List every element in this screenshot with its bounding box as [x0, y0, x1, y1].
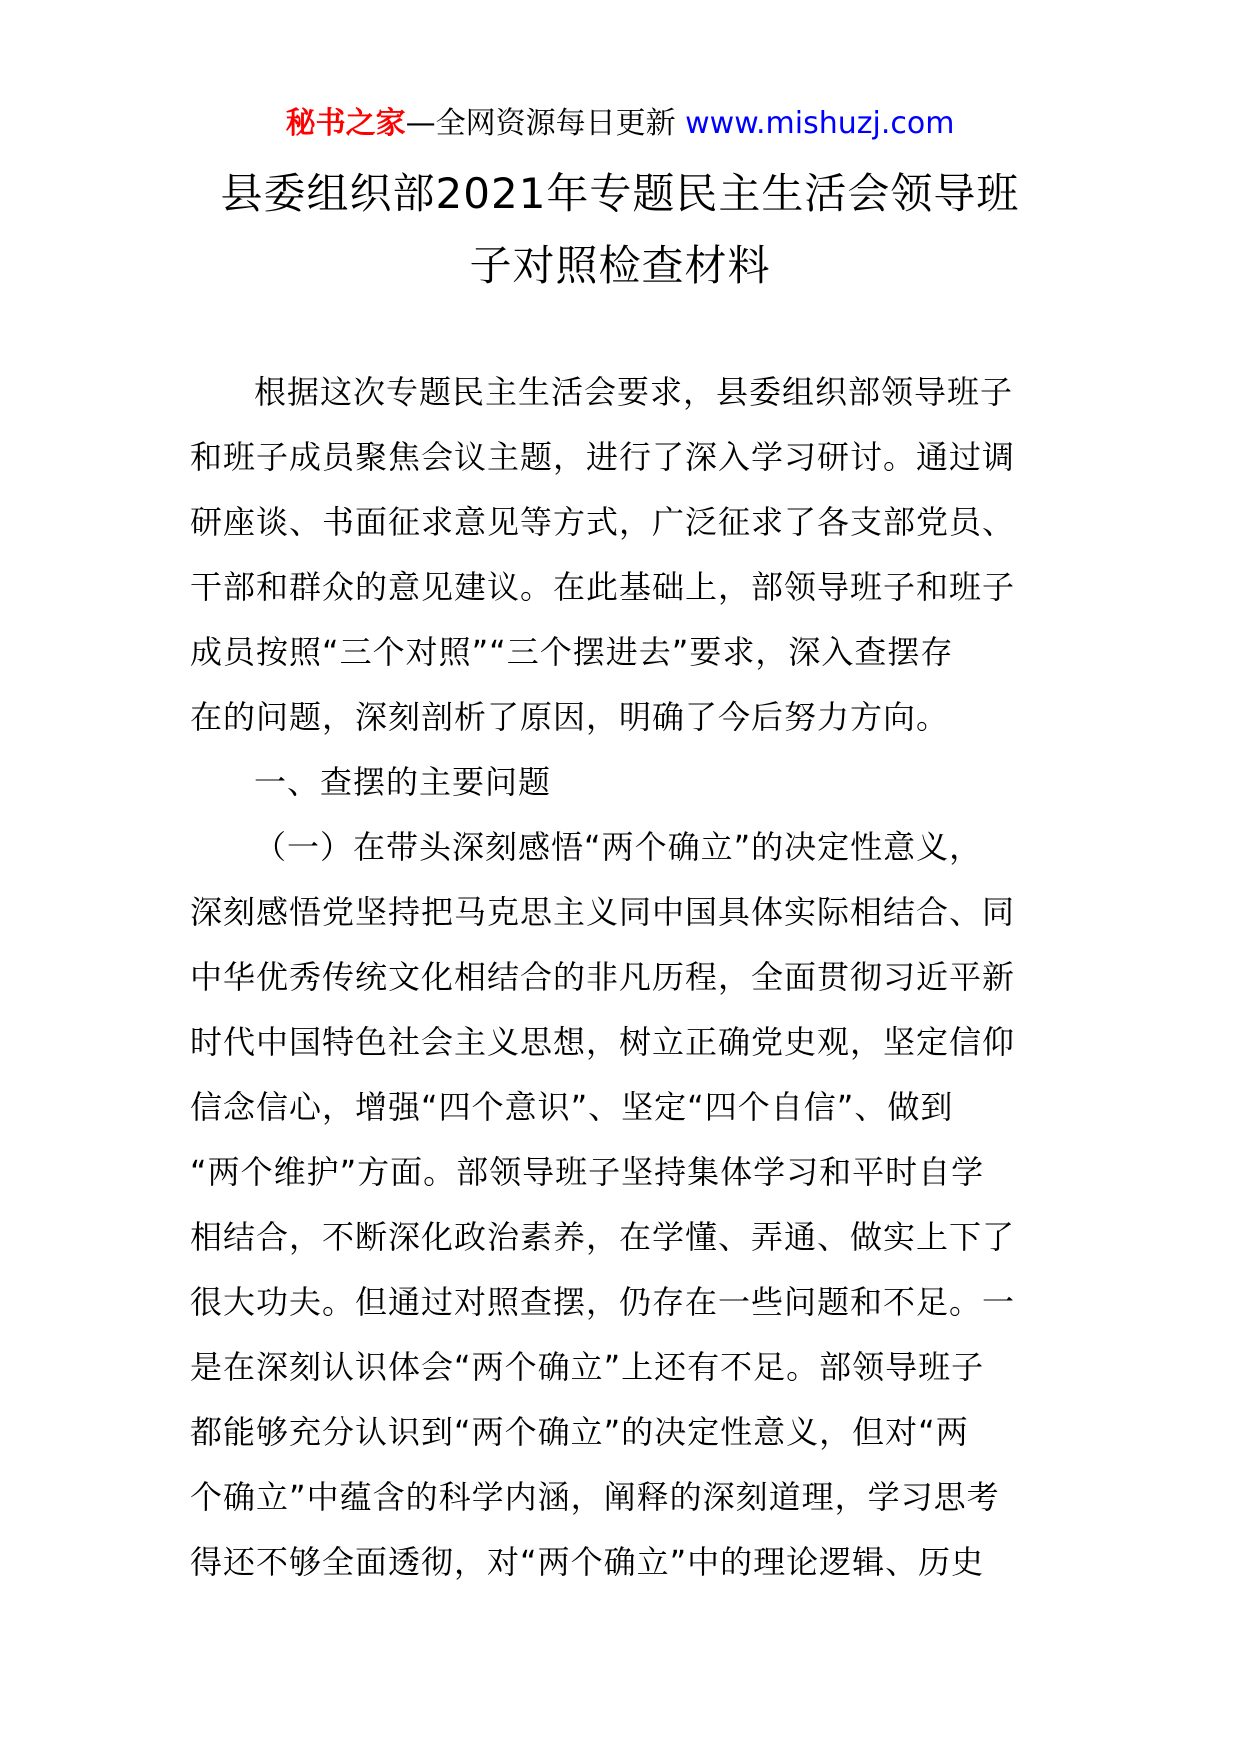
- document-title: [180, 158, 1060, 302]
- text-line: 根据这次专题民主生活会要求，县委组织部领导班子: [254, 373, 1014, 411]
- text-line: 得还不够全面透彻，对“两个确立”中的理论逻辑、历史: [190, 1543, 985, 1581]
- watermark-header: [0, 104, 1240, 144]
- heading-text: 一、查摆的主要问题: [254, 763, 552, 801]
- text-line: 时代中国特色社会主义思想，树立正确党史观，坚定信仰: [190, 1023, 1016, 1061]
- text-line: 个确立”中蕴含的科学内涵，阐释的深刻道理，学习思考: [190, 1478, 1000, 1516]
- text-line: 相结合，不断深化政治素养，在学懂、弄通、做实上下了: [190, 1218, 1016, 1256]
- text-line: 是在深刻认识体会“两个确立”上还有不足。部领导班子: [190, 1348, 985, 1386]
- text-line: 成员按照“三个对照”“三个摆进去”要求，深入查摆存: [190, 633, 954, 671]
- text-line: “两个维护”方面。部领导班子坚持集体学习和平时自学: [190, 1153, 985, 1191]
- text-line: 很大功夫。但通过对照查摆，仍存在一些问题和不足。一: [190, 1283, 1016, 1321]
- text-line: 中华优秀传统文化相结合的非凡历程，全面贯彻习近平新: [190, 958, 1016, 996]
- text-line: 干部和群众的意见建议。在此基础上，部领导班子和班子: [190, 568, 1016, 606]
- text-line: 研座谈、书面征求意见等方式，广泛征求了各支部党员、: [190, 503, 1016, 541]
- site-url-link[interactable]: www.mishuzj.com: [685, 106, 955, 141]
- section-heading: [190, 750, 1054, 815]
- text-line: 信念信心，增强“四个意识”、坚定“四个自信”、做到: [190, 1088, 954, 1126]
- text-line: 在的问题，深刻剖析了原因，明确了今后努力方向。: [190, 698, 950, 736]
- text-line: 都能够充分认识到“两个确立”的决定性意义，但对“两: [190, 1413, 969, 1451]
- title-line: 子对照检查材料: [469, 241, 771, 290]
- brand-name: 秘书之家: [285, 106, 406, 141]
- text-line: 和班子成员聚焦会议主题，进行了深入学习研讨。通过调: [190, 438, 1016, 476]
- paragraph-problems: [190, 815, 1054, 1595]
- text-line: 深刻感悟党坚持把马克思主义同中国具体实际相结合、同: [190, 893, 1016, 931]
- text-line: （一）在带头深刻感悟“两个确立”的决定性意义，: [254, 828, 983, 866]
- header-tagline: —全网资源每日更新: [405, 106, 686, 141]
- title-line: 县委组织部2021年专题民主生活会领导班: [220, 169, 1020, 218]
- paragraph-intro: [190, 360, 1054, 750]
- document-body: [190, 360, 1054, 1595]
